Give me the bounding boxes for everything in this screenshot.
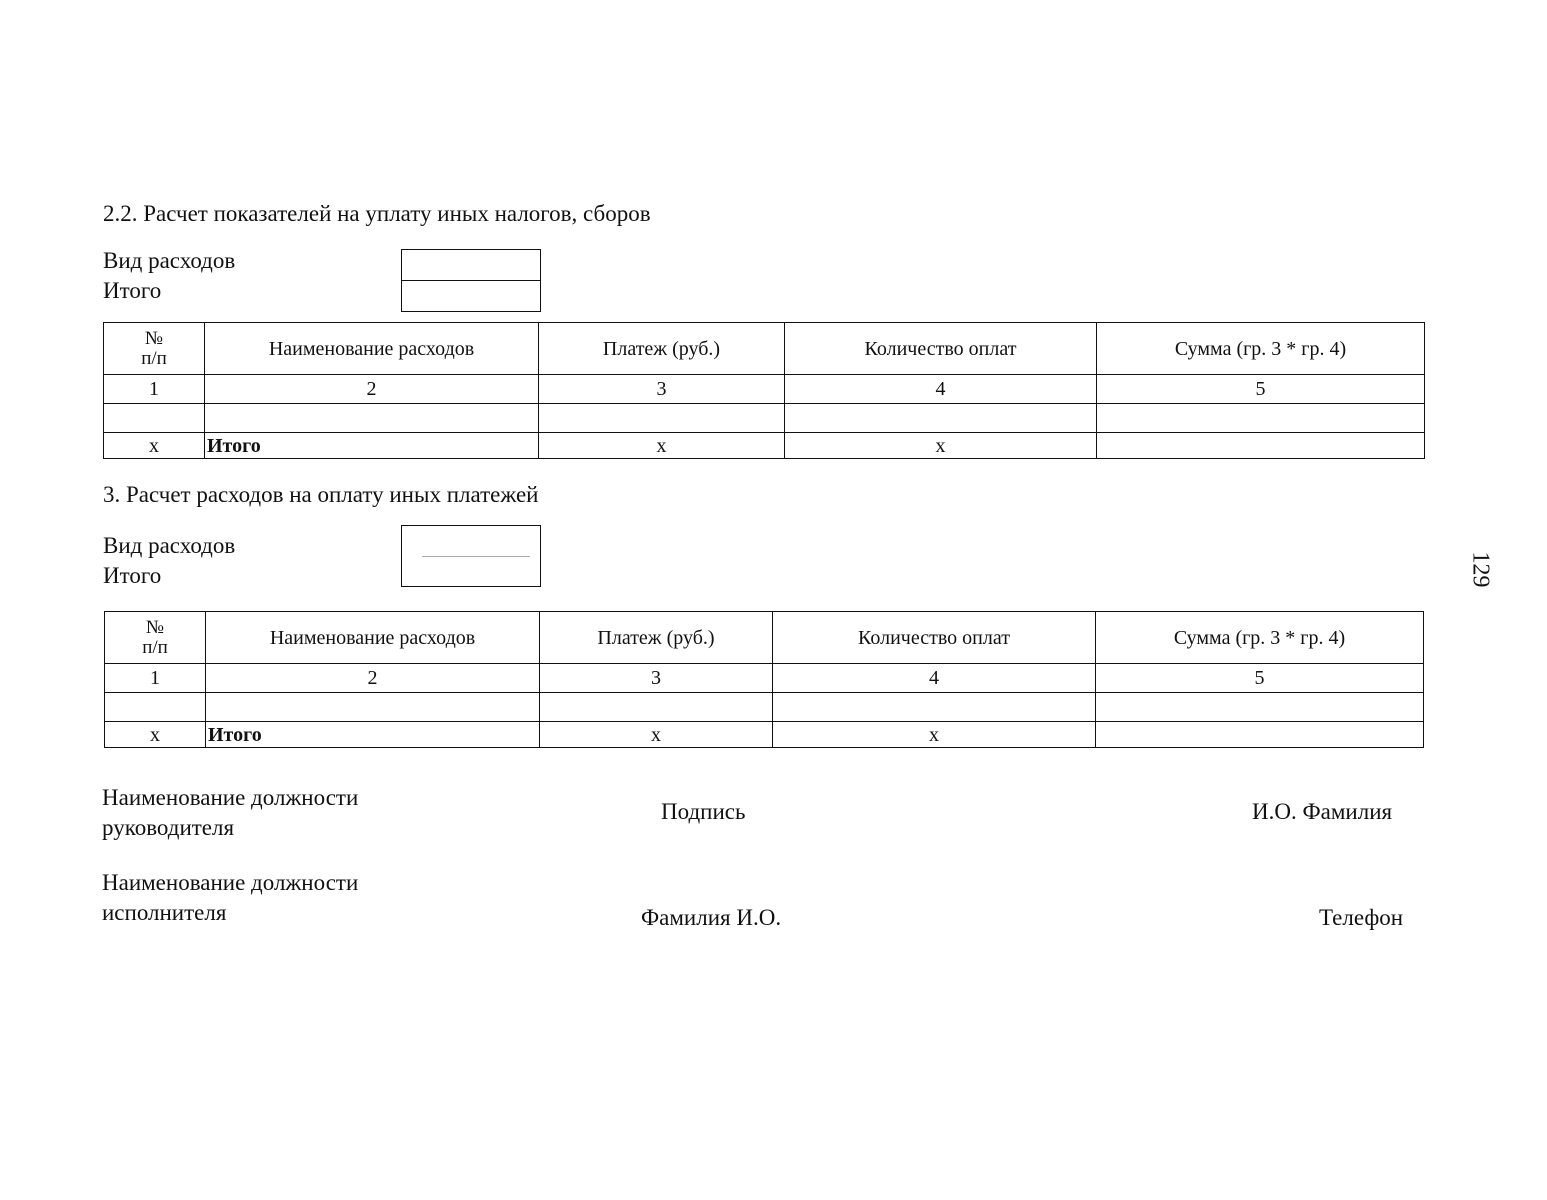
header-no-line2: п/п xyxy=(141,347,167,369)
head-name-label: И.О. Фамилия xyxy=(1252,799,1393,824)
header-cell-sum: Сумма (гр. 3 * гр. 4) xyxy=(1097,323,1425,375)
column-number: 2 xyxy=(205,375,539,404)
column-number-row xyxy=(105,664,1424,693)
box-divider xyxy=(402,280,540,281)
box-divider xyxy=(422,556,530,557)
total-cell-no: x xyxy=(105,722,206,748)
column-number: 4 xyxy=(785,375,1097,404)
column-number: 3 xyxy=(539,375,785,404)
column-number: 1 xyxy=(105,664,206,693)
section-2-2-table xyxy=(103,322,1425,459)
empty-cell[interactable] xyxy=(105,693,206,722)
header-cell-sum: Сумма (гр. 3 * гр. 4) xyxy=(1096,612,1424,664)
column-number: 5 xyxy=(1097,375,1425,404)
header-cell-payment: Платеж (руб.) xyxy=(540,612,773,664)
total-cell-payment: x xyxy=(539,433,785,459)
executor-position-line2: исполнителя xyxy=(102,900,227,925)
head-position-line2: руководителя xyxy=(102,815,235,840)
expense-type-label: Вид расходов xyxy=(103,248,236,273)
table-row xyxy=(104,404,1425,433)
table-header-row xyxy=(104,323,1425,375)
column-number: 2 xyxy=(206,664,540,693)
header-cell-no xyxy=(104,323,205,375)
total-label: Итого xyxy=(103,278,162,303)
empty-cell[interactable] xyxy=(206,693,540,722)
expense-type-total-box[interactable] xyxy=(401,525,541,587)
section-3-heading: 3. Расчет расходов на оплату иных платежей xyxy=(103,482,539,507)
phone-label: Телефон xyxy=(1319,905,1404,930)
empty-cell[interactable] xyxy=(540,693,773,722)
header-cell-count: Количество оплат xyxy=(785,323,1097,375)
empty-cell[interactable] xyxy=(773,693,1096,722)
header-no-line1: № xyxy=(145,616,165,638)
total-cell-label: Итого xyxy=(206,722,540,748)
total-cell-label: Итого xyxy=(205,433,539,459)
empty-cell[interactable] xyxy=(1097,404,1425,433)
expense-type-label: Вид расходов xyxy=(103,533,236,558)
header-cell-payment: Платеж (руб.) xyxy=(539,323,785,375)
empty-cell[interactable] xyxy=(539,404,785,433)
total-cell-sum[interactable] xyxy=(1097,433,1425,459)
empty-cell[interactable] xyxy=(104,404,205,433)
table-row xyxy=(105,693,1424,722)
page-number: 129 xyxy=(1467,551,1494,588)
expense-type-total-box[interactable] xyxy=(401,249,541,312)
total-row xyxy=(104,433,1425,459)
column-number: 1 xyxy=(104,375,205,404)
header-cell-name: Наименование расходов xyxy=(205,323,539,375)
column-number-row xyxy=(104,375,1425,404)
total-label: Итого xyxy=(103,563,162,588)
column-number: 5 xyxy=(1096,664,1424,693)
executor-name-label: Фамилия И.О. xyxy=(641,905,782,930)
executor-position-line1: Наименование должности xyxy=(102,870,359,895)
header-no-line2: п/п xyxy=(142,636,168,658)
empty-cell[interactable] xyxy=(785,404,1097,433)
header-no-line1: № xyxy=(144,327,164,349)
header-cell-no xyxy=(105,612,206,664)
executor-position-label xyxy=(102,868,358,928)
empty-cell[interactable] xyxy=(1096,693,1424,722)
total-cell-sum[interactable] xyxy=(1096,722,1424,748)
header-cell-name: Наименование расходов xyxy=(206,612,540,664)
section-3-table xyxy=(104,611,1424,748)
column-number: 3 xyxy=(540,664,773,693)
total-cell-count: x xyxy=(785,433,1097,459)
head-position-label xyxy=(102,783,358,843)
column-number: 4 xyxy=(773,664,1096,693)
section-2-2-heading: 2.2. Расчет показателей на уплату иных налогов, сборов xyxy=(103,201,651,226)
empty-cell[interactable] xyxy=(205,404,539,433)
total-row xyxy=(105,722,1424,748)
signature-label: Подпись xyxy=(661,799,746,824)
total-cell-count: x xyxy=(773,722,1096,748)
total-cell-payment: x xyxy=(540,722,773,748)
table-header-row xyxy=(105,612,1424,664)
total-cell-no: x xyxy=(104,433,205,459)
head-position-line1: Наименование должности xyxy=(102,785,359,810)
header-cell-count: Количество оплат xyxy=(773,612,1096,664)
